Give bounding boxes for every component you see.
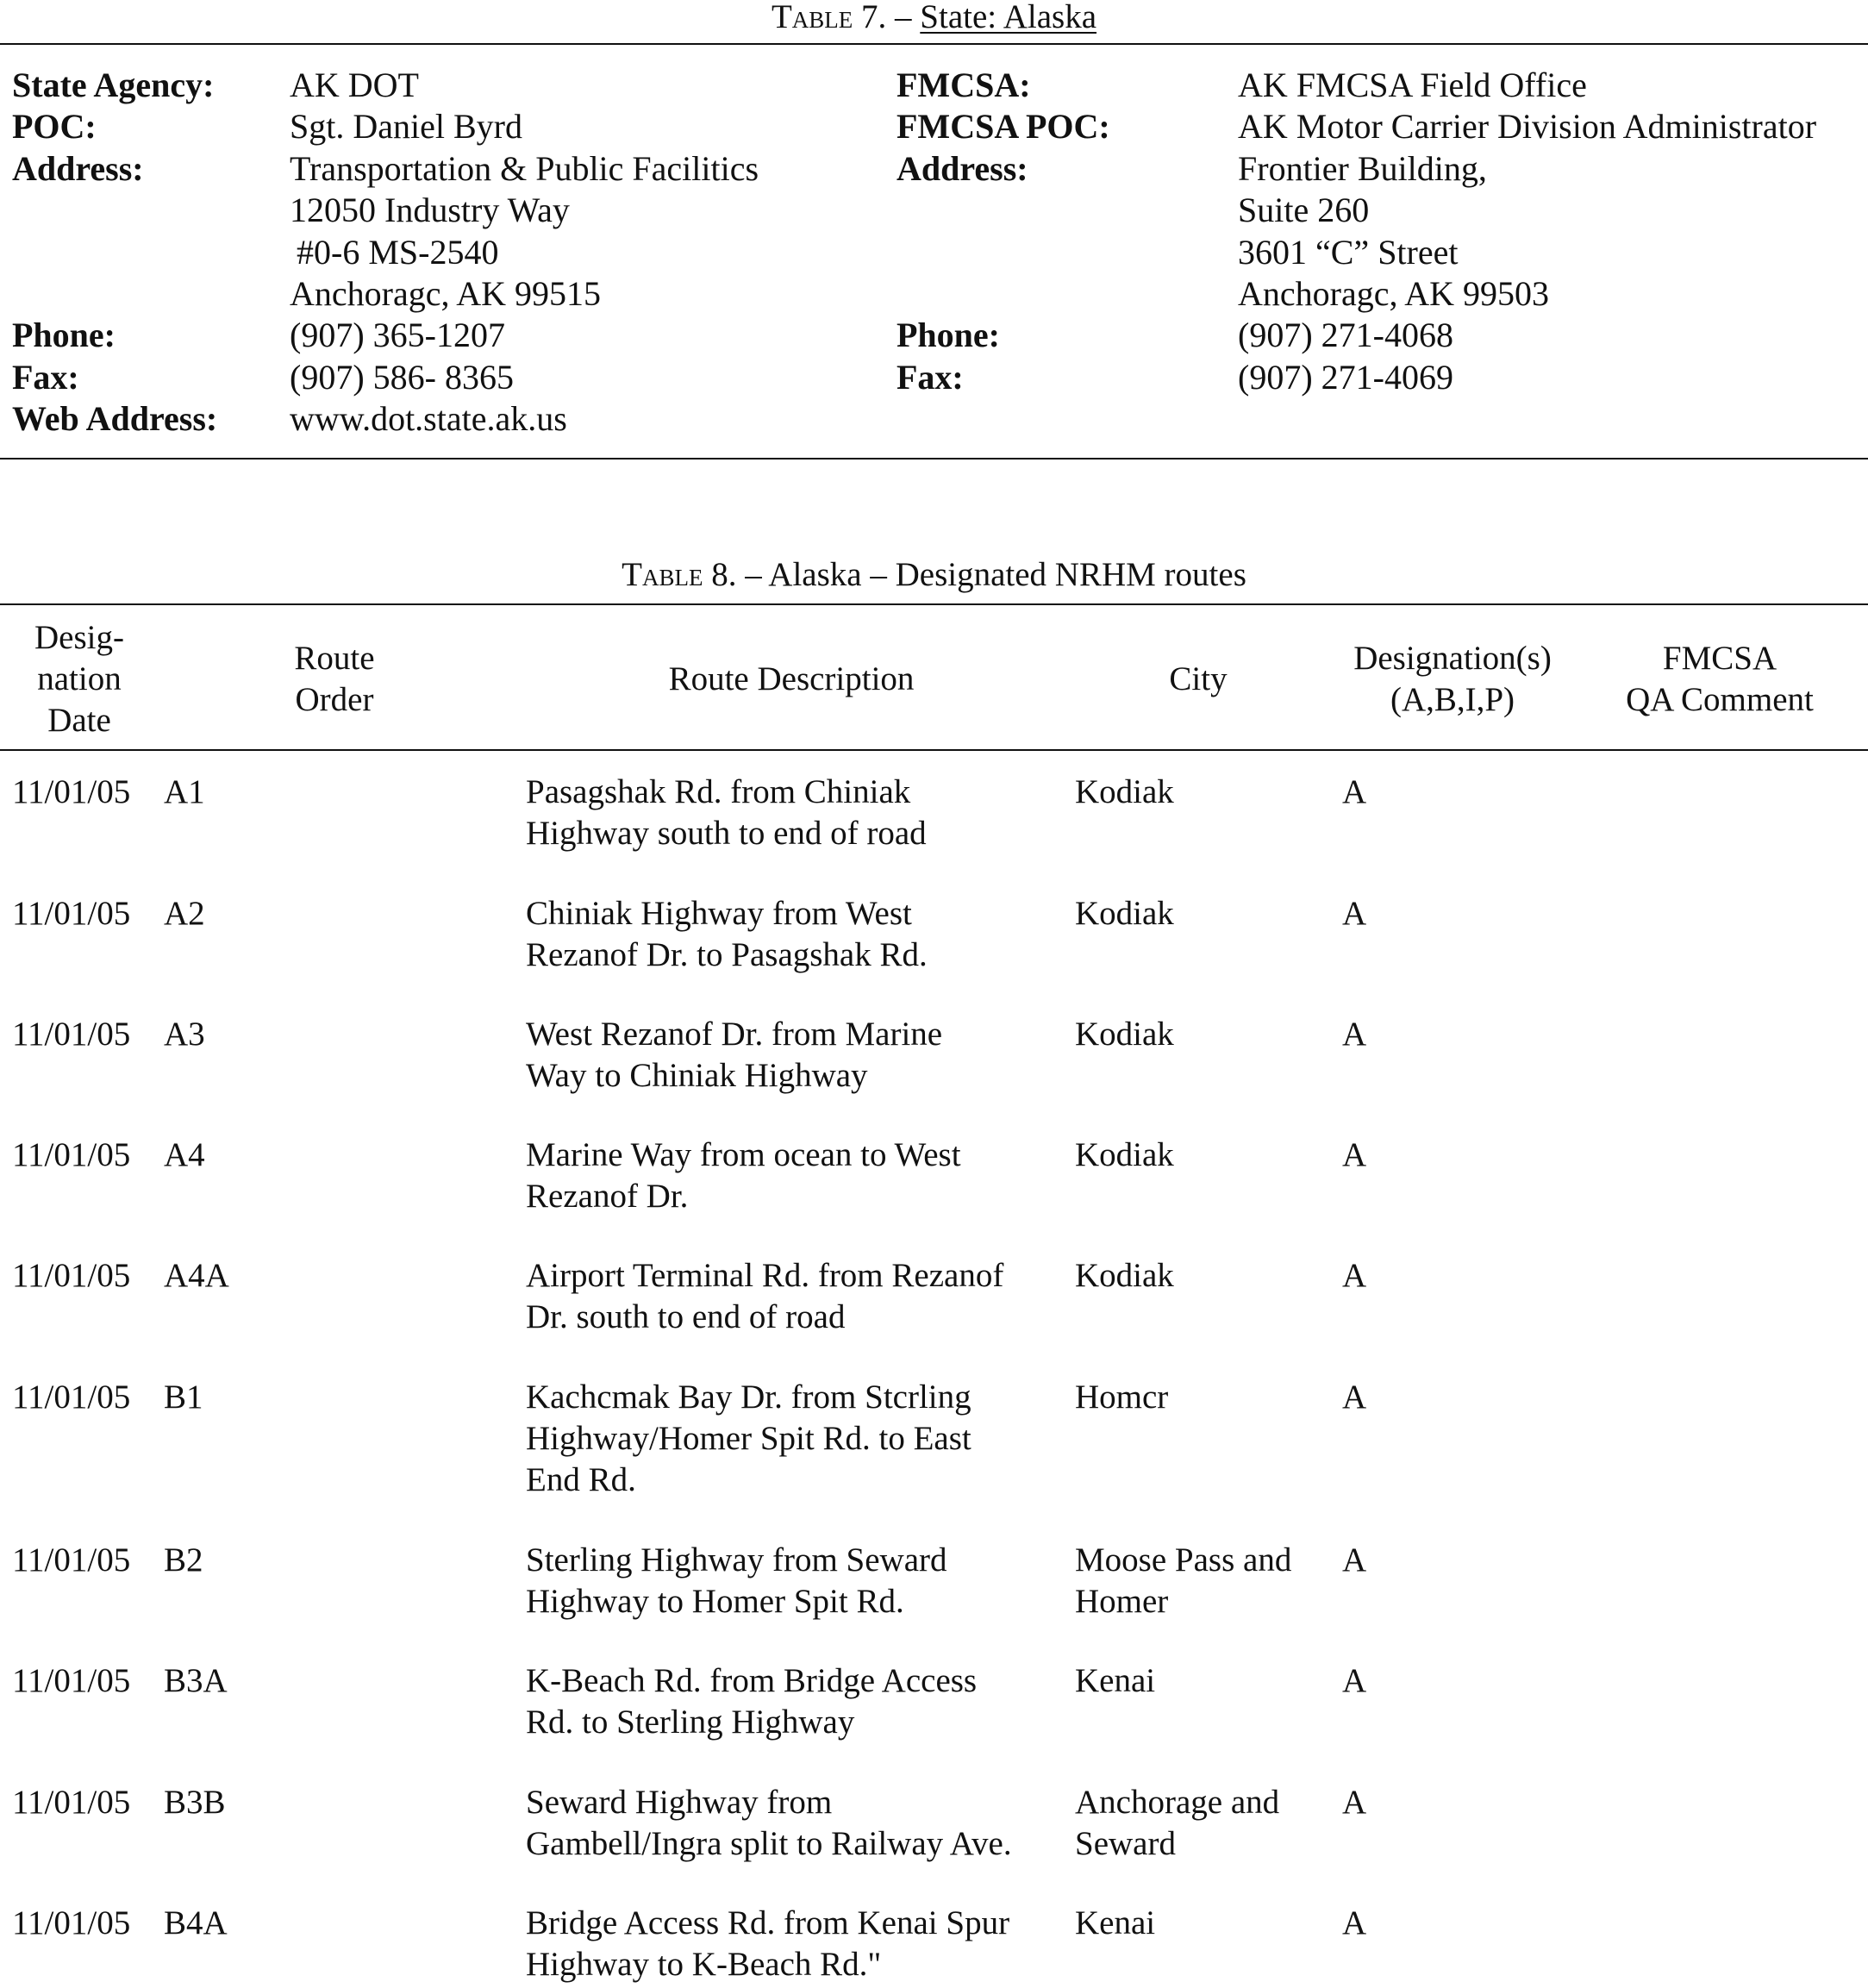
designation-date-cell: 11/01/05 xyxy=(12,1904,131,1941)
route-description-cell: Marine Way from ocean to West Rezanof Dr. xyxy=(526,1136,961,1215)
route-description-cell: West Rezanof Dr. from Marine Way to Chiniak Highway xyxy=(526,1016,943,1094)
label-address: Address: xyxy=(12,148,144,188)
address-line: Anchoragc, AK 99515 xyxy=(290,273,602,313)
header-designations: Designation(s) (A,B,I,P) xyxy=(1353,640,1552,718)
designation-date-cell: 11/01/05 xyxy=(12,1016,131,1053)
route-description-cell: K-Beach Rd. from Bridge Access Rd. to Sterling Highway xyxy=(526,1662,978,1741)
fmcsa-address-line: Frontier Building, xyxy=(1238,148,1487,188)
city-cell: Anchorage and Seward xyxy=(1075,1784,1280,1862)
label-fmcsa-phone: Phone: xyxy=(897,316,1000,355)
fmcsa-value: AK FMCSA Field Office xyxy=(1238,66,1587,104)
table8-caption-rest: 8. – Alaska – Designated NRHM routes xyxy=(711,556,1246,593)
route-order-cell: B3B xyxy=(164,1784,226,1821)
route-description-cell: Airport Terminal Rd. from Rezanof Dr. south to end of road xyxy=(526,1257,1004,1335)
city-cell: Kodiak xyxy=(1075,1136,1174,1173)
header-route-order: Route Order xyxy=(294,640,375,718)
table8-top-rule xyxy=(0,603,1868,605)
designation-cell: A xyxy=(1342,1784,1367,1821)
label-web-address: Web Address: xyxy=(12,399,218,439)
address-line: 12050 Industry Way xyxy=(290,191,570,230)
city-cell: Kodiak xyxy=(1075,895,1174,932)
designation-date-cell: 11/01/05 xyxy=(12,1378,131,1416)
city-cell: Homcr xyxy=(1075,1378,1169,1416)
route-order-cell: A1 xyxy=(164,773,205,810)
designation-date-cell: 11/01/05 xyxy=(12,1541,131,1579)
fmcsa-phone-value: (907) 271-4068 xyxy=(1238,316,1453,355)
label-phone: Phone: xyxy=(12,316,116,355)
designation-cell: A xyxy=(1342,1541,1367,1579)
address-line: #0-6 MS-2540 xyxy=(297,232,499,272)
designation-cell: A xyxy=(1342,1904,1367,1941)
designation-cell: A xyxy=(1342,895,1367,932)
table7-caption-prefix: Table xyxy=(771,0,853,35)
city-cell: Moose Pass and Homer xyxy=(1075,1541,1292,1620)
fmcsa-address-line: Suite 260 xyxy=(1238,191,1370,230)
header-designation-date: Desig- nation Date xyxy=(34,619,124,739)
route-order-cell: B3A xyxy=(164,1662,228,1699)
designation-cell: A xyxy=(1342,1662,1367,1699)
city-cell: Kenai xyxy=(1075,1904,1156,1941)
designation-date-cell: 11/01/05 xyxy=(12,1257,131,1294)
route-order-cell: B4A xyxy=(164,1904,228,1941)
table7-top-rule xyxy=(0,43,1868,45)
city-cell: Kodiak xyxy=(1075,1016,1174,1053)
table8-caption xyxy=(0,558,1868,591)
route-order-cell: A4A xyxy=(164,1257,229,1294)
label-fmcsa: FMCSA: xyxy=(897,66,1031,104)
route-order-cell: A3 xyxy=(164,1016,205,1053)
route-order-cell: A2 xyxy=(164,895,205,932)
route-description-cell: Bridge Access Rd. from Kenai Spur Highway to K-Beach Rd." xyxy=(526,1904,1010,1983)
web-address-value: www.dot.state.ak.us xyxy=(290,399,567,439)
table7-caption xyxy=(0,0,1868,34)
route-order-cell: B1 xyxy=(164,1378,203,1416)
fax-value: (907) 586- 8365 xyxy=(290,357,514,397)
route-order-cell: A4 xyxy=(164,1136,205,1173)
fmcsa-address-line: Anchoragc, AK 99503 xyxy=(1238,273,1550,313)
state-agency-value: AK DOT xyxy=(290,66,419,104)
designation-cell: A xyxy=(1342,1378,1367,1416)
designation-cell: A xyxy=(1342,1257,1367,1294)
city-cell: Kodiak xyxy=(1075,1257,1174,1294)
designation-date-cell: 11/01/05 xyxy=(12,1784,131,1821)
city-cell: Kodiak xyxy=(1075,773,1174,810)
table8-caption-prefix: Table xyxy=(622,556,703,593)
table7-bottom-rule xyxy=(0,458,1868,459)
table7-left-values xyxy=(290,65,759,441)
label-fmcsa-poc: FMCSA POC: xyxy=(897,107,1110,147)
label-fmcsa-fax: Fax: xyxy=(897,357,964,397)
fmcsa-poc-value: AK Motor Carrier Division Administrator xyxy=(1238,107,1817,147)
address-line: Transportation & Public Facilitics xyxy=(290,148,759,188)
designation-cell: A xyxy=(1342,1136,1367,1173)
header-city: City xyxy=(1169,660,1228,697)
designation-cell: A xyxy=(1342,773,1367,810)
table8-header-rule xyxy=(0,749,1868,751)
table7-left-labels xyxy=(12,65,217,441)
route-order-cell: B2 xyxy=(164,1541,203,1579)
city-cell: Kenai xyxy=(1075,1662,1156,1699)
label-fmcsa-address: Address: xyxy=(897,148,1028,188)
table7-right-values xyxy=(1238,65,1816,398)
designation-cell: A xyxy=(1342,1016,1367,1053)
table7-caption-title: State: Alaska xyxy=(920,0,1097,35)
route-description-cell: Kachcmak Bay Dr. from Stcrling Highway/Homer Spit Rd. to East End Rd. xyxy=(526,1378,971,1498)
fmcsa-fax-value: (907) 271-4069 xyxy=(1238,357,1453,397)
poc-value: Sgt. Daniel Byrd xyxy=(290,107,522,147)
label-poc: POC: xyxy=(12,107,97,147)
route-description-cell: Sterling Highway from Seward Highway to Homer Spit Rd. xyxy=(526,1541,947,1620)
header-fmcsa-qa-comment: FMCSA QA Comment xyxy=(1626,640,1814,718)
route-description-cell: Pasagshak Rd. from Chiniak Highway south to end of road xyxy=(526,773,927,852)
designation-date-cell: 11/01/05 xyxy=(12,1662,131,1699)
designation-date-cell: 11/01/05 xyxy=(12,1136,131,1173)
table7-right-labels xyxy=(897,65,1110,398)
header-route-description: Route Description xyxy=(668,660,915,697)
designation-date-cell: 11/01/05 xyxy=(12,895,131,932)
route-description-cell: Seward Highway from Gambell/Ingra split to Railway Ave. xyxy=(526,1784,1012,1862)
table7-caption-number: 7. – xyxy=(861,0,912,35)
fmcsa-address-line: 3601 “C” Street xyxy=(1238,232,1459,272)
phone-value: (907) 365-1207 xyxy=(290,316,505,355)
designation-date-cell: 11/01/05 xyxy=(12,773,131,810)
label-state-agency: State Agency: xyxy=(12,66,215,104)
label-fax: Fax: xyxy=(12,357,79,397)
route-description-cell: Chiniak Highway from West Rezanof Dr. to Pasagshak Rd. xyxy=(526,895,928,973)
